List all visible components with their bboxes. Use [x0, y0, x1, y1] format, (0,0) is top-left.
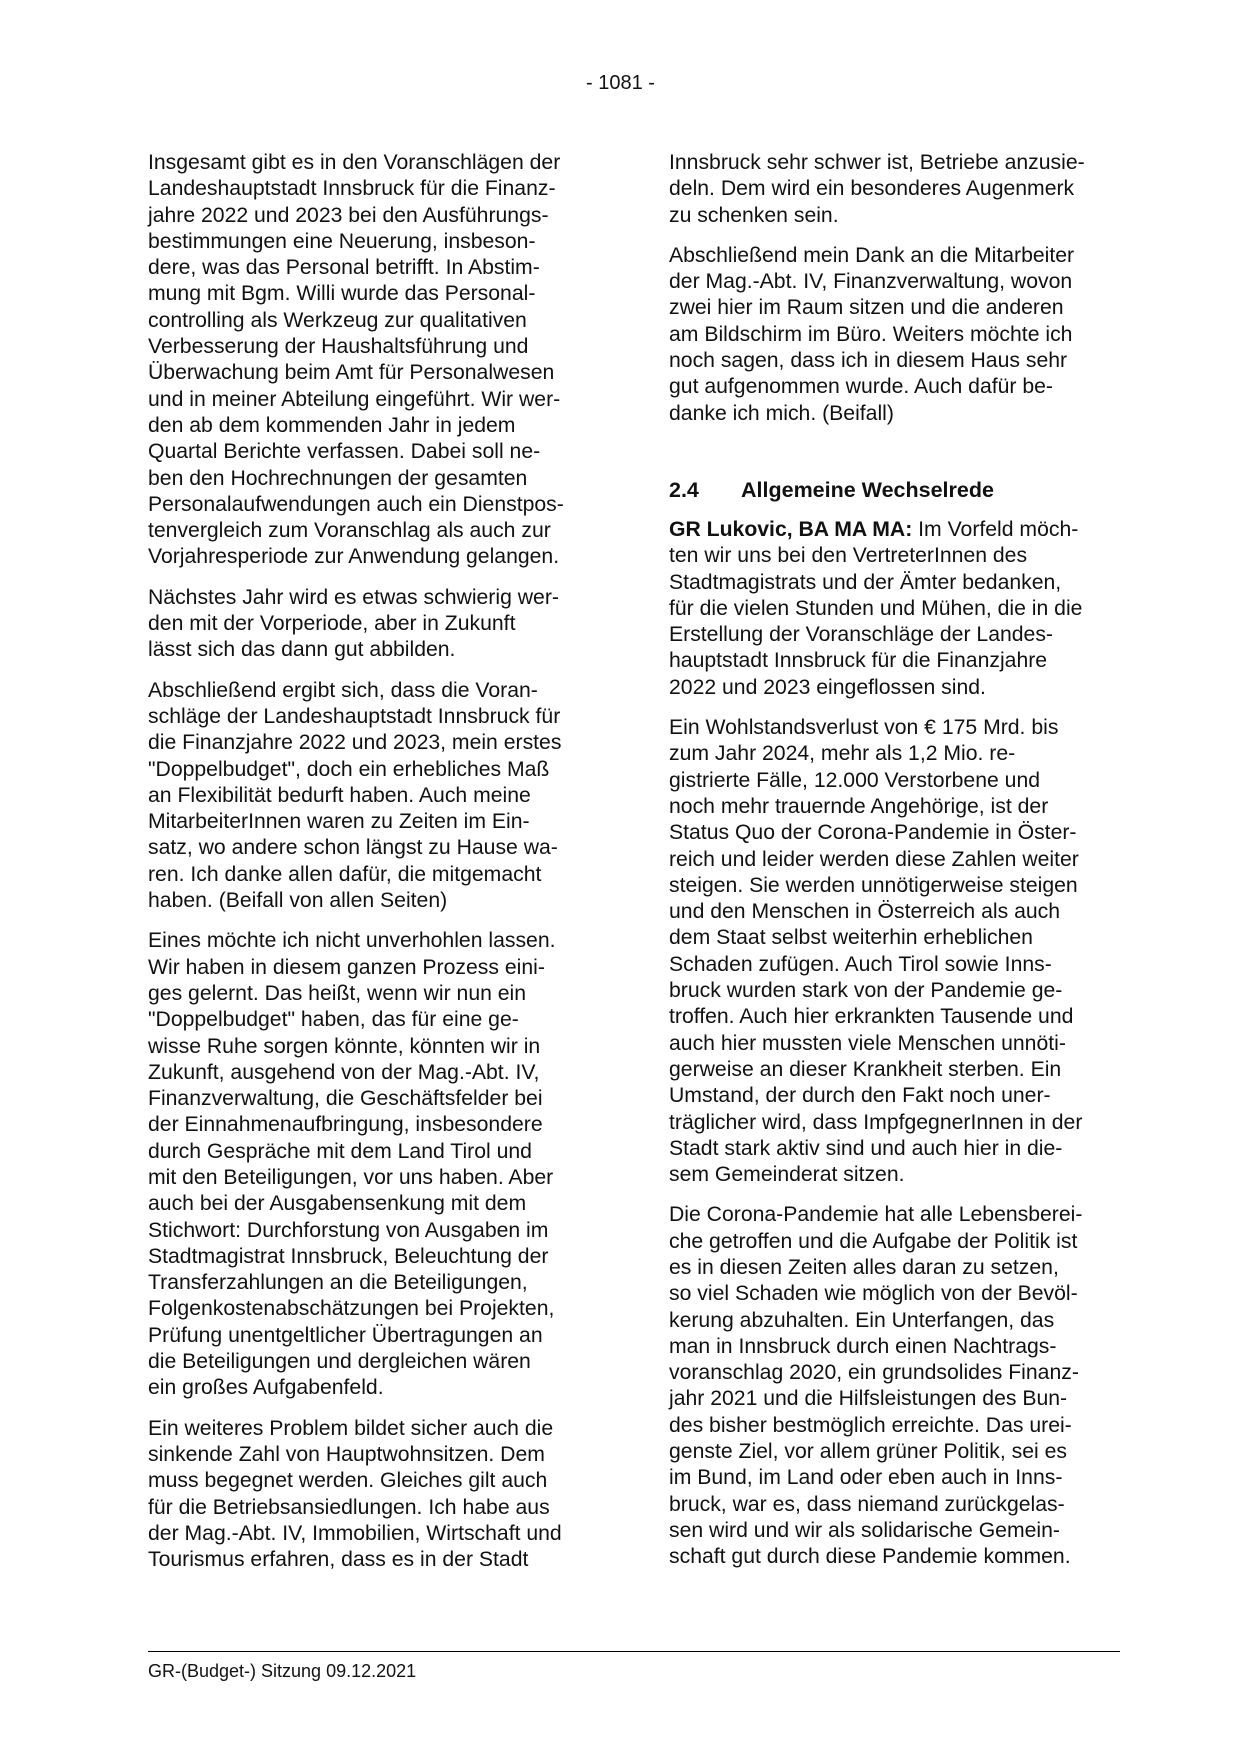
paragraph: Abschließend mein Dank an die Mitarbeiter der Mag.-Abt. IV, Finanzverwaltung, wovon zwei hier im Raum sitzen und die anderen am Bildschirm im Büro. Weiters möchte ich noch sagen, dass ich in diesem Haus sehr gut aufgenommen wurde. Auch dafür be- danke ich mich. (Beifall) — [669, 243, 1075, 425]
speaker-text: Im Vorfeld möch- ten wir uns bei den VertreterInnen des Stadtmagistrats und der Ämter bedanken, für die vielen Stunden und Mühen, die in die Erstellung der Voranschläge der Landes- hauptstadt Innsbruck für die Finanzjahre 2022 und 2023 eingeflossen sind. — [669, 517, 1083, 699]
speaker-paragraph — [669, 517, 1129, 701]
paragraph: Nächstes Jahr wird es etwas schwierig wer- den mit der Vorperiode, aber in Zukunft lässt sich das dann gut abbilden. — [148, 585, 559, 662]
paragraph: Die Corona-Pandemie hat alle Lebensberei- che getroffen und die Aufgabe der Politik ist es in diesen Zeiten alles daran zu setzen, so viel Schaden wie möglich von der Bevöl- kerung abzuhalten. Ein Unterfangen, das man in Innsbruck durch einen Nachtrags- voranschlag 2020, ein grundsolides Finanz- jahr 2021 und die Hilfsleistungen des Bun- des bisher bestmöglich erreichte. Das urei- genste Ziel, vor allem grüner Politik, sei es im Bund, im Land oder eben auch in Inns- bruck, war es, dass niemand zurückgelas- sen wird und wir als solidarische Gemein- schaft gut durch diese Pandemie kommen. — [669, 1203, 1083, 1569]
right-column — [669, 150, 1129, 1585]
paragraph: Eines möchte ich nicht unverhohlen lassen. Wir haben in diesem ganzen Prozess eini- ges gelernt. Das heißt, wenn wir nun ein "Doppelbudget" haben, das für eine ge- wisse Ruhe sorgen könnte, könnten wir in Zukunft, ausgehend von der Mag.-Abt. IV, Finanzverwaltung, die Geschäftsfelder bei der Einnahmenaufbringung, insbesondere durch Gespräche mit dem Land Tirol und mit den Beteiligungen, vor uns haben. Aber auch bei der Ausgabensenkung mit dem Stichwort: Durchforstung von Ausgaben im Stadtmagistrat Innsbruck, Beleuchtung der Transferzahlungen an die Beteiligungen, Folgenkostenabschätzungen bei Projekten, Prüfung unentgeltlicher Übertragungen an die Beteiligungen und dergleichen wären ein großes Aufgabenfeld. — [148, 929, 556, 1400]
paragraph: Abschließend ergibt sich, dass die Voran- schläge der Landeshauptstadt Innsbruck für die Finanzjahre 2022 und 2023, mein erstes "Doppelbudget", doch ein erhebliches Maß an Flexibilität bedurft haben. Auch meine MitarbeiterInnen waren zu Zeiten im Ein- satz, wo andere schon längst zu Hause wa- ren. Ich danke allen dafür, die mitgemacht haben. (Beifall von allen Seiten) — [148, 678, 562, 913]
page-number: - 1081 - — [586, 72, 655, 94]
paragraph: Innsbruck sehr schwer ist, Betriebe anzusie- deln. Dem wird ein besonderes Augenmerk zu schenken sein. — [669, 151, 1085, 227]
paragraph: Ein Wohlstandsverlust von € 175 Mrd. bis zum Jahr 2024, mehr als 1,2 Mio. re- gistrierte Fälle, 12.000 Verstorbene und noch mehr trauernde Angehörige, ist der Status Quo der Corona-Pandemie in Öster- reich und leider werden diese Zahlen weiter steigen. Sie werden unnötigerweise steigen und den Menschen in Österreich als auch dem Staat selbst weiterhin erheblichen Schaden zufügen. Auch Tirol sowie Inns- bruck wurden stark von der Pandemie ge- troffen. Auch hier erkrankten Tausende und auch hier mussten viele Menschen unnöti- gerweise an dieser Krankheit sterben. Ein Umstand, der durch den Fakt noch uner- träglicher wird, dass ImpfgegnerInnen in der Stadt stark aktiv sind und auch hier in die- sem Gemeinderat sitzen. — [669, 716, 1083, 1187]
footer-divider — [148, 1651, 1120, 1652]
section-heading — [669, 477, 1129, 503]
paragraph: Insgesamt gibt es in den Voranschlägen der Landeshauptstadt Innsbruck für die Finanz- jahre 2022 und 2023 bei den Ausführungs- bestimmungen eine Neuerung, insbeson- dere, was das Personal betrifft. In Abstim- mung mit Bgm. Willi wurde das Personal- controlling als Werkzeug zur qualitativen Verbesserung der Haushaltsführung und Überwachung beim Amt für Personalwesen und in meiner Abteilung eingeführt. Wir wer- den ab dem kommenden Jahr in jedem Quartal Berichte verfassen. Dabei soll ne- ben den Hochrechnungen der gesamten Personalaufwendungen auch ein Dienstpos- tenvergleich zum Voranschlag als auch zur Vorjahresperiode zur Anwendung gelangen. — [148, 151, 564, 569]
section-number: 2.4 — [669, 477, 699, 502]
paragraph: Ein weiteres Problem bildet sicher auch die sinkende Zahl von Hauptwohnsitzen. Dem muss begegnet werden. Gleiches gilt auch für die Betriebsansiedlungen. Ich habe aus der Mag.-Abt. IV, Immobilien, Wirtschaft und Tourismus erfahren, dass es in der Stadt — [148, 1416, 562, 1572]
speaker-name: GR Lukovic, BA MA MA: — [669, 517, 913, 541]
left-column — [148, 150, 608, 1587]
footer-text: GR-(Budget-) Sitzung 09.12.2021 — [148, 1661, 417, 1681]
section-title: Allgemeine Wechselrede — [741, 477, 994, 502]
